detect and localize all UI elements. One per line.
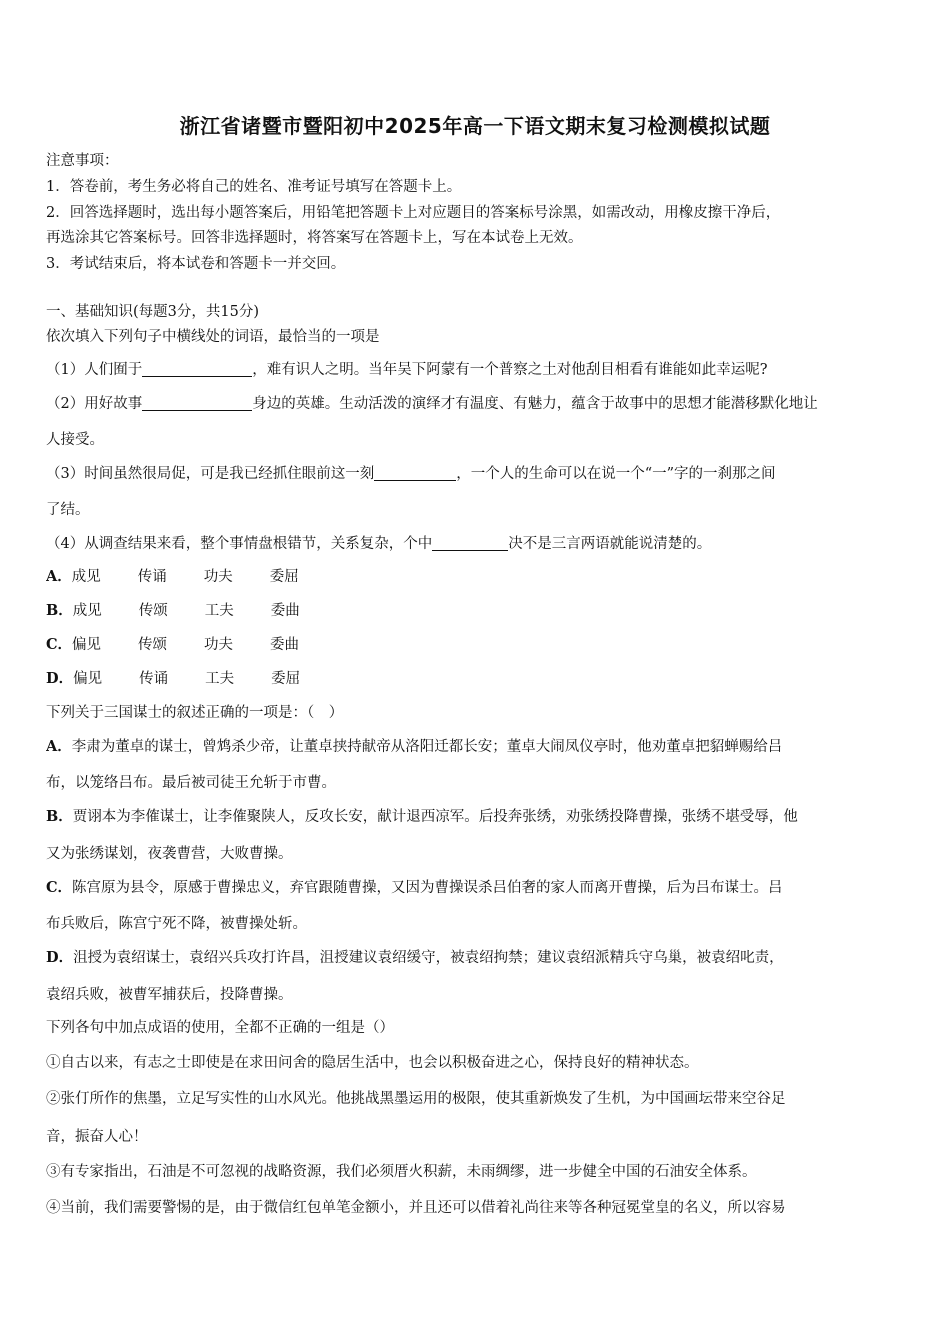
notice-item: 1．答卷前，考生务必将自己的姓名、准考证号填写在答题卡上。 bbox=[46, 179, 462, 195]
option-word: 工夫 bbox=[204, 603, 234, 619]
question-stem: 依次填入下列句子中横线处的词语，最恰当的一项是 bbox=[46, 329, 380, 345]
option-word: 功夫 bbox=[203, 569, 233, 585]
option-label: B． bbox=[46, 808, 73, 825]
option-word: 委曲 bbox=[270, 603, 300, 619]
option-word: 成见 bbox=[71, 569, 101, 585]
notice-item: 2．回答选择题时，选出每小题答案后，用铅笔把答题卡上对应题目的答案标号涂黑，如需改动，用橡皮擦干净后， bbox=[46, 205, 781, 221]
option-word: 成见 bbox=[72, 603, 102, 619]
option-word: 传诵 bbox=[137, 569, 167, 585]
sentence-text: 身边的英雄。生动活泼的演绎才有温度、有魅力，蕴含于故事中的思想才能潜移默化地让 bbox=[252, 396, 818, 412]
question-stem: 下列各句中加点成语的使用，全都不正确的一组是（） bbox=[46, 1020, 394, 1036]
option-label: A． bbox=[46, 568, 72, 585]
sentence-1 bbox=[46, 360, 908, 380]
sentence-text: （4）从调查结果来看，整个事情盘根错节，关系复杂，个中 bbox=[46, 536, 433, 552]
sentence-3 bbox=[46, 464, 908, 484]
sentence-text: （2）用好故事 bbox=[46, 396, 143, 412]
answer-blank bbox=[142, 396, 252, 411]
statement-1: ①自古以来，有志之士即使是在求田问舍的隐居生活中，也会以积极奋进之心，保持良好的精神状态。 bbox=[46, 1055, 699, 1071]
option-c-cont: 布兵败后，陈宫宁死不降，被曹操处斩。 bbox=[46, 916, 307, 932]
sentence-4 bbox=[46, 534, 908, 554]
page-title: 浙江省诸暨市暨阳初中2025年高一下语文期末复习检测模拟试题 bbox=[179, 114, 771, 138]
option-word: 委屈 bbox=[269, 569, 299, 585]
option-word: 传诵 bbox=[139, 671, 169, 687]
option-d[interactable] bbox=[46, 948, 908, 968]
sentence-3-cont: 了结。 bbox=[46, 502, 90, 518]
option-text: 李肃为董卓的谋士，曾鸩杀少帝，让董卓挟持献帝从洛阳迁都长安；董卓大闹凤仪亭时，他劝董卓把貂蝉赐给吕 bbox=[71, 739, 783, 755]
option-word: 功夫 bbox=[204, 637, 234, 653]
answer-blank bbox=[374, 466, 456, 481]
statement-2-cont: 音，振奋人心！ bbox=[46, 1129, 148, 1145]
notice-item: 3．考试结束后，将本试卷和答题卡一并交回。 bbox=[46, 256, 346, 272]
option-a-cont: 布，以笼络吕布。最后被司徒王允斩于市曹。 bbox=[46, 775, 336, 791]
sentence-2 bbox=[46, 394, 908, 414]
option-text: 陈宫原为县令，原感于曹操忠义，弃官跟随曹操，又因为曹操误杀吕伯奢的家人而离开曹操，后为吕布谋士。吕 bbox=[72, 880, 783, 896]
section-heading: 一、基础知识(每题3分，共15分) bbox=[46, 304, 259, 320]
option-b-cont: 又为张绣谋划，夜袭曹营，大败曹操。 bbox=[46, 846, 293, 862]
answer-blank bbox=[142, 362, 252, 377]
option-word: 传颂 bbox=[138, 603, 168, 619]
option-label: D． bbox=[46, 670, 74, 687]
answer-blank bbox=[432, 536, 508, 551]
notice-heading: 注意事项： bbox=[46, 153, 119, 169]
sentence-text: ，难有识人之明。当年吴下阿蒙有一个普察之土对他刮目相看有谁能如此幸运呢? bbox=[252, 362, 768, 378]
option-label: C． bbox=[46, 879, 73, 896]
option-d-cont: 袁绍兵败，被曹军捕获后，投降曹操。 bbox=[46, 987, 293, 1003]
option-c[interactable] bbox=[46, 635, 908, 655]
sentence-text: （1）人们囿于 bbox=[46, 362, 143, 378]
option-label: D． bbox=[46, 949, 74, 966]
option-text: 沮授为袁绍谋士，袁绍兴兵攻打许昌，沮授建议袁绍缓守，被袁绍拘禁；建议袁绍派精兵守乌巢，被袁绍叱责， bbox=[73, 950, 784, 966]
option-word: 偏见 bbox=[73, 671, 103, 687]
sentence-text: （3）时间虽然很局促，可是我已经抓住眼前这一刻 bbox=[46, 466, 375, 482]
sentence-text: ，一个人的生命可以在说一个“一”字的一刹那之间 bbox=[456, 466, 776, 482]
option-a[interactable] bbox=[46, 737, 908, 757]
statement-2: ②张仃所作的焦墨，立足写实性的山水风光。他挑战黑墨运用的极限，使其重新焕发了生机，为中国画坛带来空谷足 bbox=[46, 1091, 786, 1107]
option-word: 工夫 bbox=[205, 671, 235, 687]
notice-item: 再选涂其它答案标号。回答非选择题时，将答案写在答题卡上，写在本试卷上无效。 bbox=[46, 230, 583, 246]
option-a[interactable] bbox=[46, 567, 908, 587]
option-b[interactable] bbox=[46, 807, 908, 827]
option-label: C． bbox=[46, 636, 73, 653]
option-word: 传颂 bbox=[138, 637, 168, 653]
option-word: 委曲 bbox=[270, 637, 300, 653]
option-label: B． bbox=[46, 602, 73, 619]
option-label: A． bbox=[46, 738, 72, 755]
sentence-2-cont: 人接受。 bbox=[46, 432, 104, 448]
question-stem: 下列关于三国谋士的叙述正确的一项是：（ ） bbox=[46, 705, 344, 721]
statement-3: ③有专家指出，石油是不可忽视的战略资源，我们必须厝火积薪，未雨绸缪，进一步健全中国的石油安全体系。 bbox=[46, 1164, 757, 1180]
option-word: 偏见 bbox=[72, 637, 102, 653]
option-b[interactable] bbox=[46, 601, 908, 621]
option-word: 委屈 bbox=[271, 671, 301, 687]
statement-4: ④当前，我们需要警惕的是，由于微信红包单笔金额小，并且还可以借着礼尚往来等各种冠冕堂皇的名义，所以容易 bbox=[46, 1200, 786, 1216]
sentence-text: 决不是三言两语就能说清楚的。 bbox=[508, 536, 712, 552]
option-text: 贾诩本为李傕谋士，让李傕聚陕人，反攻长安，献计退西凉军。后投奔张绣，劝张绣投降曹操，张绣不堪受辱，他 bbox=[72, 809, 798, 825]
option-d[interactable] bbox=[46, 669, 908, 689]
option-c[interactable] bbox=[46, 878, 908, 898]
